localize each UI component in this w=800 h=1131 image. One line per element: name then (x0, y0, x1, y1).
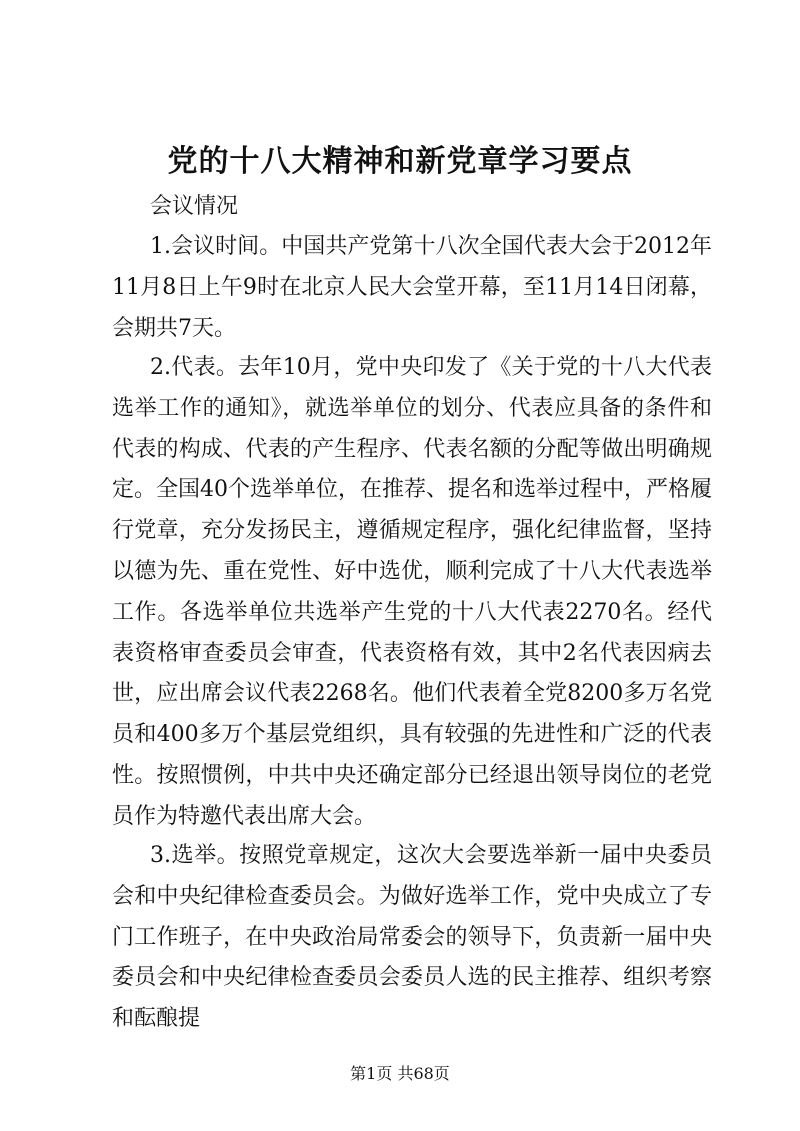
page-number-footer: 第1页 共68页 (350, 1064, 450, 1083)
paragraph-election: 3.选举。按照党章规定，这次大会要选举新一届中央委员会和中央纪律检查委员会。为做好选举工作，党中央成立了专门工作班子，在中央政治局常委会的领导下，负责新一届中央委员会和中央纪律检查委员会委员人选的民主推荐、组织考察和酝酿提 (112, 843, 712, 1032)
section-heading: 会议情况 (150, 194, 239, 219)
paragraph-delegates: 2.代表。去年10月，党中央印发了《关于党的十八大代表选举工作的通知》，就选举单位的划分、代表应具备的条件和代表的构成、代表的产生程序、代表名额的分配等做出明确规定。全国40个选举单位，在推荐、提名和选举过程中，严格履行党章，充分发扬民主，遵循规定程序，强化纪律监督，坚持以德为先、重在党性、好中选优，顺利完成了十八大代表选举工作。各选举单位共选举产生党的十八大代表2270名。经代表资格审查委员会审查，代表资格有效，其中2名代表因病去世，应出席会议代表2268名。他们代表着全党8200多万名党员和400多万个基层党组织，具有较强的先进性和广泛的代表性。按照惯例，中共中央还确定部分已经退出领导岗位的老党员作为特邀代表出席大会。 (112, 355, 712, 829)
paragraph-meeting-time: 1.会议时间。中国共产党第十八次全国代表大会于2012年11月8日上午9时在北京人民大会堂开幕，至11月14日闭幕，会期共7天。 (112, 234, 712, 341)
document-title: 党的十八大精神和新党章学习要点 (167, 144, 633, 179)
